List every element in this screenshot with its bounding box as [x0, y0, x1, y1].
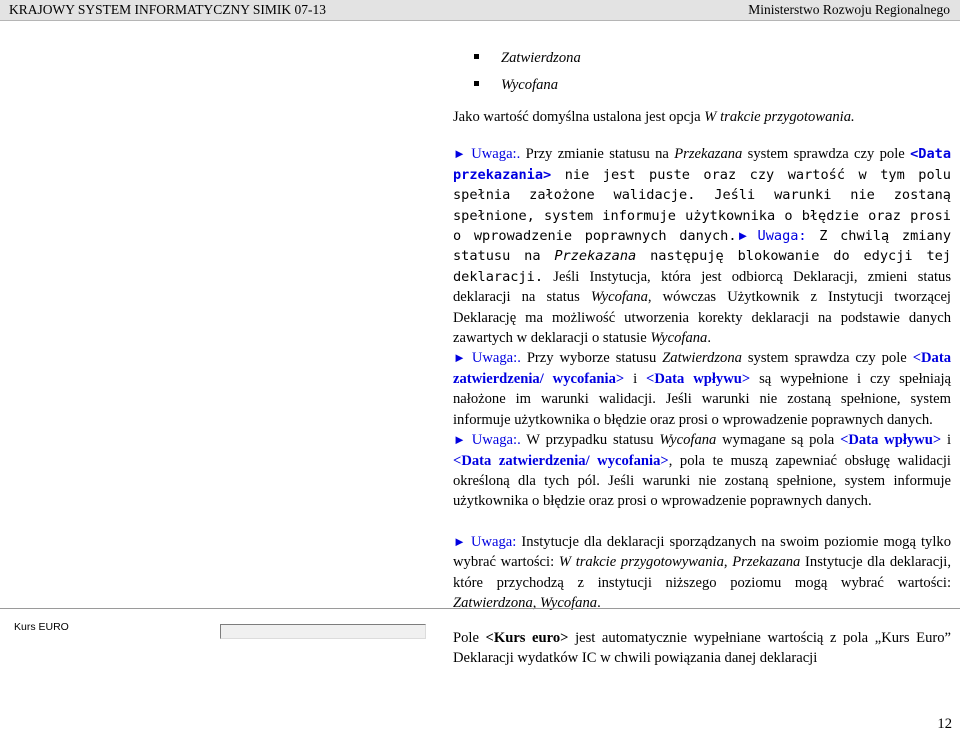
square-bullet-icon [474, 81, 479, 86]
note-label: Uwaga: [757, 228, 807, 245]
arrow-right-icon: ► [736, 228, 750, 244]
page-header [0, 0, 960, 21]
list-item: Wycofana [453, 74, 951, 101]
field-reference: <Data wpływu> [646, 370, 751, 387]
status-list [453, 47, 951, 101]
field-reference: <Data przekazania> [453, 146, 951, 183]
document-body [453, 47, 951, 613]
square-bullet-icon [474, 54, 479, 59]
institution-note-paragraph: ► Uwaga: Instytucje dla deklaracji sporządzanych na swoim poziomie mogą tylko wybrać wartości: W trakcie przygotowywania, Przekazana Instytucje dla deklaracji, które przychodzą z instytucji niższego poziomu mogą wybrać wartości: Zatwierdzona, Wycofana. [453, 533, 952, 611]
list-item: Zatwierdzona [453, 47, 951, 74]
kurs-euro-field[interactable] [220, 624, 426, 639]
kurs-euro-label: Kurs EURO [14, 621, 69, 633]
note-label: Uwaga:. [471, 350, 521, 367]
kurs-euro-description: Pole <Kurs euro> jest automatycznie wypełniane wartością z pola „Kurs Euro” Deklaracji wydatków IC w chwili powiązania danej deklaracji [453, 629, 952, 666]
arrow-right-icon: ► [453, 533, 466, 549]
arrow-right-icon: ► [453, 432, 466, 448]
note-label: Uwaga:. [471, 432, 521, 449]
field-reference: <Data wpływu> [840, 432, 942, 449]
arrow-right-icon: ► [453, 146, 466, 162]
arrow-right-icon: ► [453, 350, 466, 366]
note-paragraph: ► Uwaga:. Przy zmianie statusu na Przekazana system sprawdza czy pole <Data przekazania> nie jest puste oraz czy wartość w tym polu spełnia założone walidacje. Jeśli warunki nie zostaną spełnione, system informuje użytkownika o błędzie oraz prosi o wprowadzenie poprawnych danych.► Uwaga: Z chwilą zmiany statusu na Przekazana następuję blokowanie do edycji tej deklaracji. Jeśli Instytucja, która jest odbiorcą Deklaracji, zmieni status deklaracji na status Wycofana, wówczas Użytkownik z Instytucji tworzącej Deklarację ma możliwość utworzenia korekty deklaracji na podstawie danych zawartych w deklaracji o statusie Wycofana. ► Uwaga:. Przy wyborze statusu Zatwierdzona system sprawdza czy pole <Data zatwierdzenia/ wycofania> i <Data wpływu> są wypełnione i czy spełniają nałożone im warunki walidacji. Jeśli warunki nie zostaną spełnione, system informuje użytkownika o błędzie oraz prosi o wprowadzenie poprawnych danych. ► Uwaga:. W przypadku statusu Wycofana wymagane są pola <Data wpływu> i <Data zatwierdzenia/ wycofania>, pola te muszą zapewniać obsługę walidacji określoną dla tych pól. Jeśli warunki nie zostaną spełnione, system informuje użytkownika o błędzie oraz prosi o wprowadzenie poprawnych danych. [453, 146, 952, 510]
header-system-title: KRAJOWY SYSTEM INFORMATYCZNY SIMIK 07-13 [9, 2, 327, 17]
section-divider [0, 608, 960, 609]
note-label: Uwaga:. [471, 146, 521, 163]
field-reference: <Data zatwierdzenia/ wycofania> [453, 350, 951, 387]
page-number: 12 [937, 716, 952, 732]
header-ministry: Ministerstwo Rozwoju Regionalnego [748, 2, 950, 17]
default-value-paragraph: Jako wartość domyślna ustalona jest opcja W trakcie przygotowania. [453, 109, 855, 125]
field-reference: <Data zatwierdzenia/ wycofania> [453, 452, 669, 469]
note-label: Uwaga: [470, 533, 517, 550]
